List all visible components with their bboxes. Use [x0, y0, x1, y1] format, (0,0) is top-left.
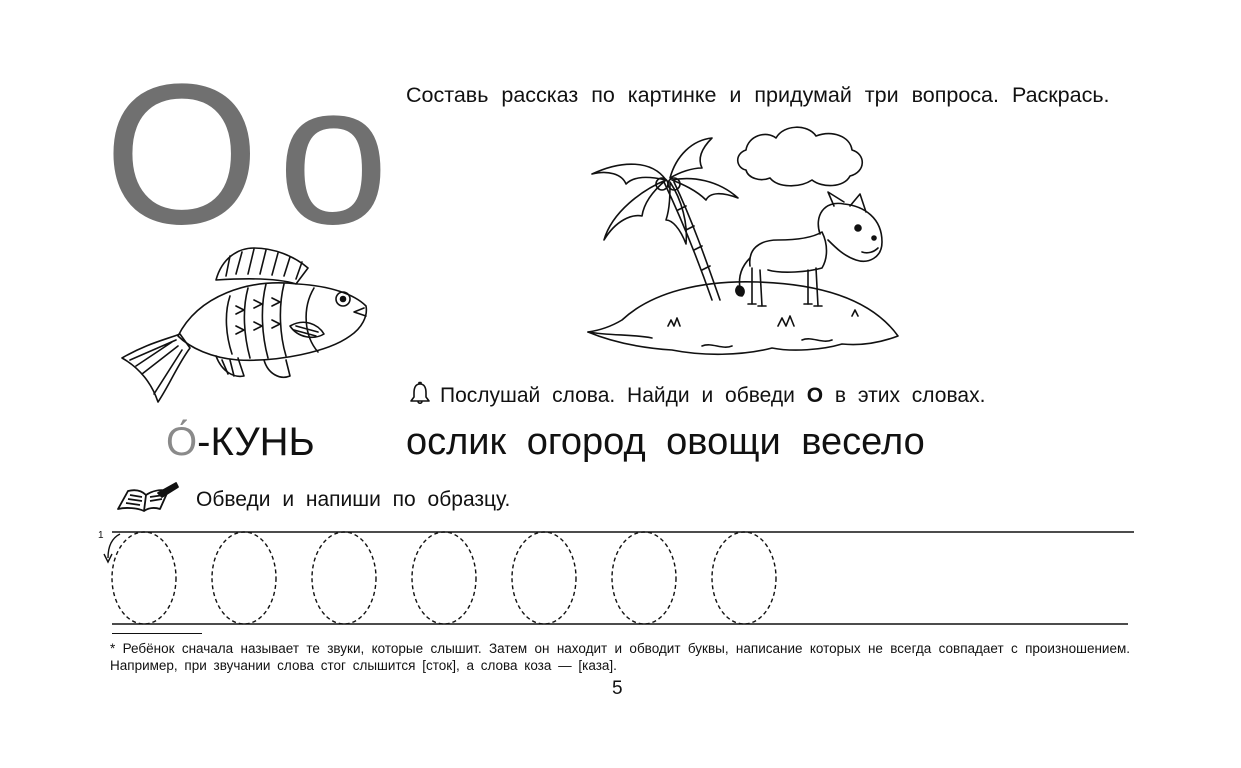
keyword-accent-letter: О́ [166, 420, 198, 464]
dashed-o-guides [112, 532, 776, 624]
big-letter-heading [104, 43, 393, 266]
listen-text-after: в этих словах. [834, 384, 986, 407]
dashed-o-guide [312, 532, 376, 624]
dashed-o-guide [712, 532, 776, 624]
dashed-o-guide [612, 532, 676, 624]
footnote: * Ребёнок сначала называет те звуки, которые слышит. Затем он находит и обводит буквы, написание которых не всегда совпадает с произношением. Например, при звучании слова стог слышится [сток], а слова коза — [каза]. [110, 641, 1130, 673]
page-number: 5 [612, 678, 623, 699]
keyword-rest: -КУНЬ [197, 420, 315, 464]
perch-fish-illustration [118, 244, 374, 406]
uppercase-letter: О [104, 43, 264, 266]
listen-text-before: Послушай слова. Найди и обведи [440, 384, 795, 407]
island-donkey-illustration [582, 120, 902, 366]
dashed-o-guide [412, 532, 476, 624]
lowercase-letter: о [277, 43, 393, 266]
dashed-o-guide [212, 532, 276, 624]
dashed-o-guide [112, 532, 176, 624]
trace-instruction: Обведи и напиши по образцу. [196, 488, 511, 511]
dashed-o-guide [512, 532, 576, 624]
task-instruction: Составь рассказ по картинке и придумай три вопроса. Раскрась. [406, 83, 1110, 107]
listen-instruction [408, 381, 1130, 410]
word-list: ослик огород овощи весело [406, 421, 925, 463]
footnote-divider [112, 633, 202, 634]
tracing-line [98, 520, 1138, 632]
bell-icon [408, 381, 432, 405]
picture-keyword [166, 418, 315, 466]
listen-target-letter: О [806, 384, 824, 407]
stroke-start-number: 1 [98, 530, 104, 541]
book-pencil-icon [114, 481, 180, 515]
